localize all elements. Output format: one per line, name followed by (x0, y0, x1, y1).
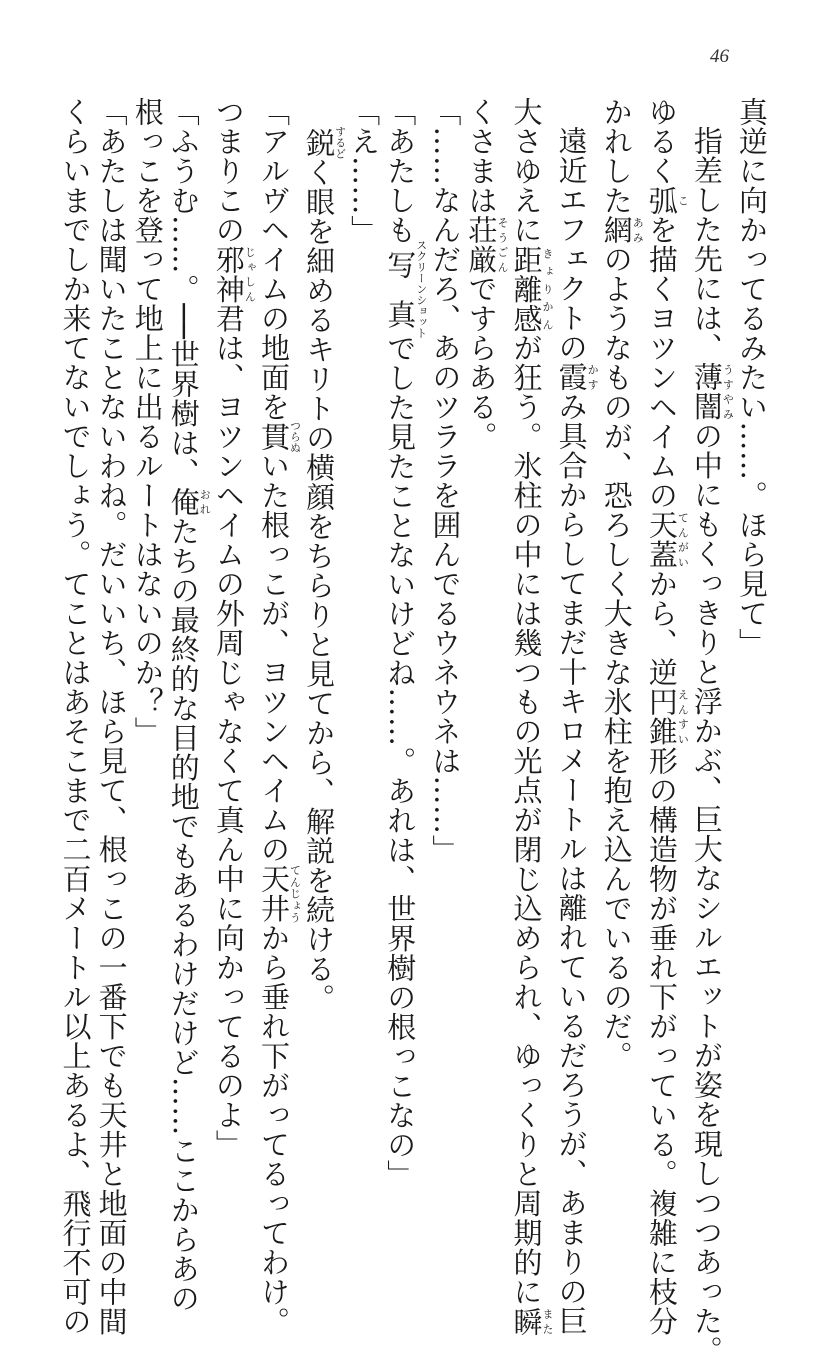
text-line: 大さゆえに距離感きょりかんが狂う。氷柱の中には幾つもの光点が閉じ込められ、ゆっくりと周期的に瞬また (509, 97, 555, 1336)
text-line: つまりこの邪神じゃしん君は、ヨツンヘイムの外周じゃなくて真ん中に向かってるのよ」 (211, 97, 257, 1159)
text-line: 「ふうむ……。──世界樹は、俺おれたちの最終的な目的地でもあるわけだけど……ここからあの (166, 97, 212, 1313)
ruby-annotation: 俺おれ (166, 486, 212, 517)
text-line: 「あたしは聞いたことないわね。だいいち、ほら見て、根っこの一番下でも天井と地面の中間 (94, 97, 129, 1336)
ruby-annotation: 天蓋てんがい (644, 510, 690, 569)
text-line: 真逆に向かってるみたい……。ほら見て」 (735, 97, 769, 658)
text-line: ゆるく弧こを描くヨツンヘイムの天蓋てんがいから、逆円錐えんすい形の構造物が垂れ下がっている。複雑に枝分 (644, 97, 690, 1336)
ruby-annotation: 邪神じゃしん (211, 244, 257, 304)
ruby-annotation: 鋭するど (302, 126, 347, 159)
ruby-annotation: 円錐えんすい (644, 687, 690, 746)
text-line: くさまは荘厳そうごんですらある。 (464, 97, 509, 451)
ruby-annotation: 天井てんじょう (256, 864, 302, 923)
ruby-annotation: 貫つらぬ (256, 419, 302, 453)
ruby-annotation: 薄闇うすやみ (689, 362, 735, 421)
ruby-annotation: 写真スクリーンショット (383, 239, 428, 339)
ruby-annotation: 荘厳そうごん (464, 215, 509, 274)
text-line: くらいまでしか来てないでしょう。てことはあそこまで二百メートル以上あるよ、飛行不可の (58, 97, 93, 1336)
text-line: 「え……」 (347, 97, 382, 245)
novel-text-block (50, 97, 770, 1365)
ruby-annotation: 弧こ (644, 185, 690, 215)
text-line: 根っこを登って地上に出るルートはないのか？」 (130, 97, 165, 746)
text-line: 「あたしも写真スクリーンショットでした見たことないけどね……。あれは、世界樹の根っこなの」 (383, 97, 428, 1189)
ruby-annotation: 網あみ (599, 215, 645, 245)
text-line: かれした網あみのようなものが、恐ろしく大きな氷柱を抱え込んでいるのだ。 (599, 97, 645, 1071)
text-line: 鋭するどく眼を細めるキリトの横顔をちらりと見てから、解説を続ける。 (302, 126, 347, 1013)
text-line: 指差した先には、薄闇うすやみの中にもくっきりと浮かぶ、巨大なシルエットが姿を現しつつあった。 (689, 126, 735, 1365)
ruby-annotation: 霞かす (554, 362, 600, 392)
ruby-annotation: 瞬また (509, 1306, 555, 1336)
text-line: 「アルヴヘイムの地面を貫つらぬいた根っこが、ヨツンヘイムの天井てんじょうから垂れ下がってるってわけ。 (256, 97, 302, 1336)
page-number: 46 (710, 46, 729, 67)
text-line: 「……なんだろ、あのツララを囲んでるウネウネは……」 (428, 97, 463, 864)
text-line: 遠近エフェクトの霞かすみ具合からしてまだ十キロメートルは離れているだろうが、あまりの巨 (554, 126, 600, 1336)
ruby-annotation: 距離感きょりかん (509, 244, 555, 333)
